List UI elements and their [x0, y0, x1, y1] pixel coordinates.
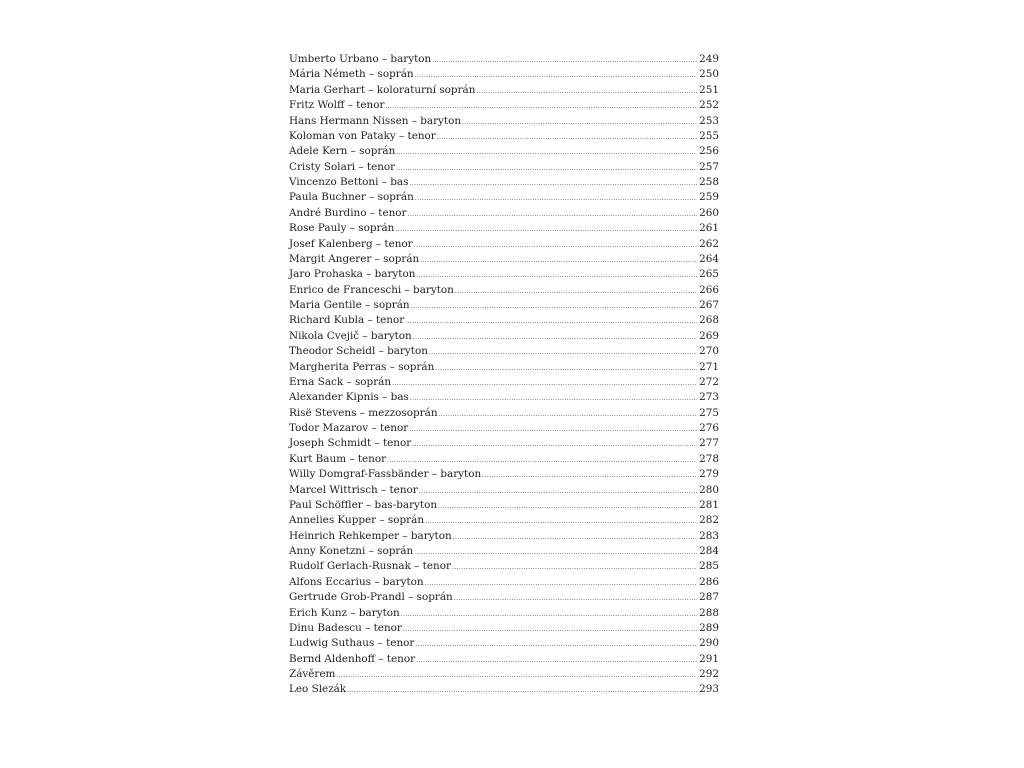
- dot-leader: [347, 687, 697, 694]
- toc-entry: [289, 253, 719, 268]
- toc-entry-page-number: 260: [699, 206, 719, 219]
- dot-leader: [416, 657, 697, 664]
- dot-leader: [401, 611, 697, 618]
- toc-entry: [289, 391, 719, 406]
- dot-leader: [437, 134, 697, 141]
- dot-leader: [411, 303, 698, 310]
- toc-entry: [289, 238, 719, 253]
- toc-entry-page-number: 268: [699, 314, 719, 327]
- dot-leader: [455, 288, 697, 295]
- dot-leader: [412, 441, 697, 448]
- dot-leader: [413, 334, 697, 341]
- toc-entry-page-number: 280: [699, 483, 719, 496]
- toc-entry: [289, 145, 719, 160]
- toc-entry-page-number: 289: [699, 621, 719, 634]
- toc-entry-page-number: 282: [699, 514, 719, 527]
- toc-entry: [289, 115, 719, 130]
- toc-entry-title: Paula Buchner – soprán: [289, 191, 414, 204]
- toc-entry: [289, 130, 719, 145]
- toc-entry-title: André Burdino – tenor: [289, 206, 407, 219]
- toc-entry-page-number: 250: [699, 68, 719, 81]
- toc-entry: [289, 530, 719, 545]
- toc-entry-page-number: 273: [699, 391, 719, 404]
- toc-entry-page-number: 285: [699, 560, 719, 573]
- toc-entry-title: Paul Schöffler – bas-baryton: [289, 498, 438, 511]
- toc-entry-title: Enrico de Franceschi – baryton: [289, 283, 454, 296]
- toc-entry-title: Závěrem: [289, 668, 336, 680]
- toc-entry-title: Richard Kubla – tenor: [289, 314, 405, 327]
- toc-entry-page-number: 253: [699, 114, 719, 127]
- toc-entry-title: Koloman von Pataky – tenor: [289, 129, 436, 142]
- toc-entry: [289, 284, 719, 299]
- dot-leader: [476, 88, 697, 95]
- dot-leader: [439, 411, 698, 418]
- toc-entry: [289, 330, 719, 345]
- dot-leader: [454, 595, 697, 602]
- dot-leader: [409, 426, 697, 433]
- toc-entry-page-number: 286: [699, 575, 719, 588]
- toc-entry-title: Risë Stevens – mezzosoprán: [289, 406, 438, 419]
- toc-entry-title: Jaro Prohaska – baryton: [289, 268, 416, 281]
- toc-entry: [289, 345, 719, 360]
- toc-entry-title: Heinrich Rehkemper – baryton: [289, 529, 452, 542]
- toc-entry-page-number: 271: [699, 360, 719, 373]
- toc-entry-page-number: 279: [699, 468, 719, 481]
- toc-entry-title: Erna Sack – soprán: [289, 375, 392, 388]
- dot-leader: [415, 72, 698, 79]
- toc-entry: [289, 499, 719, 514]
- toc-entry-page-number: 288: [699, 606, 719, 619]
- toc-entry-title: Rudolf Gerlach-Rusnak – tenor: [289, 560, 451, 573]
- dot-leader: [409, 180, 697, 187]
- dot-leader: [453, 534, 697, 541]
- toc-entry-page-number: 267: [699, 299, 719, 311]
- toc-entry: [289, 207, 719, 222]
- toc-entry: [289, 68, 719, 83]
- toc-entry: [289, 637, 719, 652]
- toc-entry-page-number: 292: [699, 668, 719, 680]
- toc-entry-title: Theodor Scheidl – baryton: [289, 345, 428, 358]
- dot-leader: [429, 349, 697, 356]
- toc-entry: [289, 560, 719, 575]
- toc-entry-title: Annelies Kupper – soprán: [289, 514, 425, 527]
- toc-entry-title: Hans Hermann Nissen – baryton: [289, 114, 462, 127]
- toc-entry-page-number: 264: [699, 252, 719, 265]
- toc-entry-page-number: 283: [699, 529, 719, 542]
- toc-entry-page-number: 252: [699, 99, 719, 112]
- toc-entry-page-number: 249: [699, 53, 719, 65]
- toc-entry: [289, 576, 719, 591]
- toc-entry-title: Vincenzo Bettoni – bas: [289, 176, 409, 188]
- toc-entry-title: Maria Gerhart – koloraturní soprán: [289, 83, 476, 96]
- toc-entry: [289, 514, 719, 529]
- toc-entry: [289, 361, 719, 376]
- dot-leader: [336, 672, 697, 679]
- dot-leader: [425, 518, 697, 525]
- toc-entry-title: Marcel Wittrisch – tenor: [289, 483, 418, 496]
- toc-entry-title: Leo Slezák: [289, 683, 347, 696]
- toc-entry-title: Anny Konetzni – soprán: [289, 545, 414, 557]
- dot-leader: [385, 103, 697, 110]
- toc-entry: [289, 84, 719, 99]
- dot-leader: [462, 119, 697, 126]
- dot-leader: [416, 272, 697, 279]
- toc-entry-page-number: 290: [699, 637, 719, 650]
- toc-entry-page-number: 291: [699, 652, 719, 665]
- toc-entry: [289, 437, 719, 452]
- toc-entry-page-number: 259: [699, 191, 719, 204]
- toc-entry-title: Dinu Badescu – tenor: [289, 621, 402, 634]
- toc-entry-title: Bernd Aldenhoff – tenor: [289, 652, 416, 665]
- toc-entry-title: Margit Angerer – soprán: [289, 252, 420, 265]
- toc-entry-page-number: 265: [699, 268, 719, 281]
- toc-entry-title: Erich Kunz – baryton: [289, 606, 400, 619]
- toc-entry: [289, 591, 719, 606]
- dot-leader: [432, 57, 697, 64]
- toc-entry: [289, 53, 719, 68]
- toc-entry: [289, 683, 719, 698]
- toc-entry-title: Alexander Kipnis – bas: [289, 391, 409, 404]
- toc-entry-title: Margherita Perras – soprán: [289, 360, 435, 373]
- toc-entry: [289, 314, 719, 329]
- dot-leader: [396, 165, 697, 172]
- toc-entry-title: Gertrude Grob-Prandl – soprán: [289, 591, 453, 604]
- toc-entry: [289, 299, 719, 314]
- toc-entry-title: Ludwig Suthaus – tenor: [289, 637, 415, 650]
- dot-leader: [415, 641, 697, 648]
- toc-entry-title: Josef Kalenberg – tenor: [289, 237, 413, 250]
- toc-entry-title: Umberto Urbano – baryton: [289, 53, 432, 65]
- toc-entry-page-number: 251: [699, 83, 719, 96]
- dot-leader: [415, 195, 697, 202]
- toc-entry: [289, 191, 719, 206]
- toc-entry-page-number: 262: [699, 237, 719, 250]
- toc-entry-page-number: 275: [699, 406, 719, 419]
- toc-entry-title: Rose Pauly – soprán: [289, 222, 395, 235]
- dot-leader: [414, 549, 697, 556]
- toc-entry: [289, 176, 719, 191]
- toc-entry-page-number: 293: [699, 683, 719, 696]
- toc-entry: [289, 422, 719, 437]
- dot-leader: [414, 242, 698, 249]
- toc-entry-page-number: 257: [699, 160, 719, 173]
- toc-entry-title: Joseph Schmidt – tenor: [289, 437, 412, 450]
- toc-entry-page-number: 261: [699, 222, 719, 235]
- toc-entry-title: Todor Mazarov – tenor: [289, 422, 409, 434]
- dot-leader: [403, 626, 697, 633]
- toc-entry-title: Nikola Cvejič – baryton: [289, 329, 412, 342]
- toc-entry-title: Maria Gentile – soprán: [289, 299, 410, 311]
- toc-entry: [289, 222, 719, 237]
- toc-entry-page-number: 281: [699, 498, 719, 511]
- dot-leader: [410, 395, 697, 402]
- toc-entry-title: Adele Kern – soprán: [289, 145, 396, 158]
- dot-leader: [392, 380, 697, 387]
- dot-leader: [408, 211, 698, 218]
- toc-entry: [289, 453, 719, 468]
- toc-entry: [289, 545, 719, 560]
- toc-entry: [289, 161, 719, 176]
- toc-entry-page-number: 284: [699, 545, 719, 557]
- toc-entry-title: Mária Németh – soprán: [289, 68, 414, 81]
- toc-entry-page-number: 276: [699, 422, 719, 434]
- dot-leader: [419, 488, 697, 495]
- toc-entry-page-number: 277: [699, 437, 719, 450]
- toc-entry: [289, 99, 719, 114]
- dot-leader: [387, 457, 697, 464]
- toc-entry-page-number: 256: [699, 145, 719, 158]
- table-of-contents: [289, 53, 719, 699]
- toc-entry: [289, 668, 719, 683]
- toc-entry-page-number: 266: [699, 283, 719, 296]
- toc-entry: [289, 622, 719, 637]
- toc-entry-title: Kurt Baum – tenor: [289, 452, 387, 465]
- toc-entry: [289, 268, 719, 283]
- toc-entry-title: Fritz Wolff – tenor: [289, 99, 385, 112]
- toc-entry-page-number: 278: [699, 452, 719, 465]
- dot-leader: [425, 580, 698, 587]
- dot-leader: [395, 226, 697, 233]
- toc-entry-title: Cristy Solari – tenor: [289, 160, 396, 173]
- dot-leader: [396, 149, 697, 156]
- dot-leader: [435, 365, 697, 372]
- toc-entry: [289, 484, 719, 499]
- toc-entry-page-number: 287: [699, 591, 719, 604]
- toc-entry: [289, 407, 719, 422]
- toc-entry: [289, 468, 719, 483]
- toc-entry: [289, 376, 719, 391]
- dot-leader: [438, 503, 697, 510]
- toc-entry-page-number: 255: [699, 129, 719, 142]
- toc-entry-page-number: 258: [699, 176, 719, 188]
- toc-entry-title: Willy Domgraf-Fassbänder – baryton: [289, 468, 482, 481]
- toc-entry: [289, 653, 719, 668]
- toc-entry-title: Alfons Eccarius – baryton: [289, 575, 424, 588]
- dot-leader: [420, 257, 697, 264]
- dot-leader: [452, 564, 697, 571]
- toc-entry: [289, 607, 719, 622]
- toc-entry-page-number: 272: [699, 375, 719, 388]
- toc-entry-page-number: 269: [699, 329, 719, 342]
- dot-leader: [482, 472, 697, 479]
- toc-entry-page-number: 270: [699, 345, 719, 358]
- dot-leader: [405, 318, 697, 325]
